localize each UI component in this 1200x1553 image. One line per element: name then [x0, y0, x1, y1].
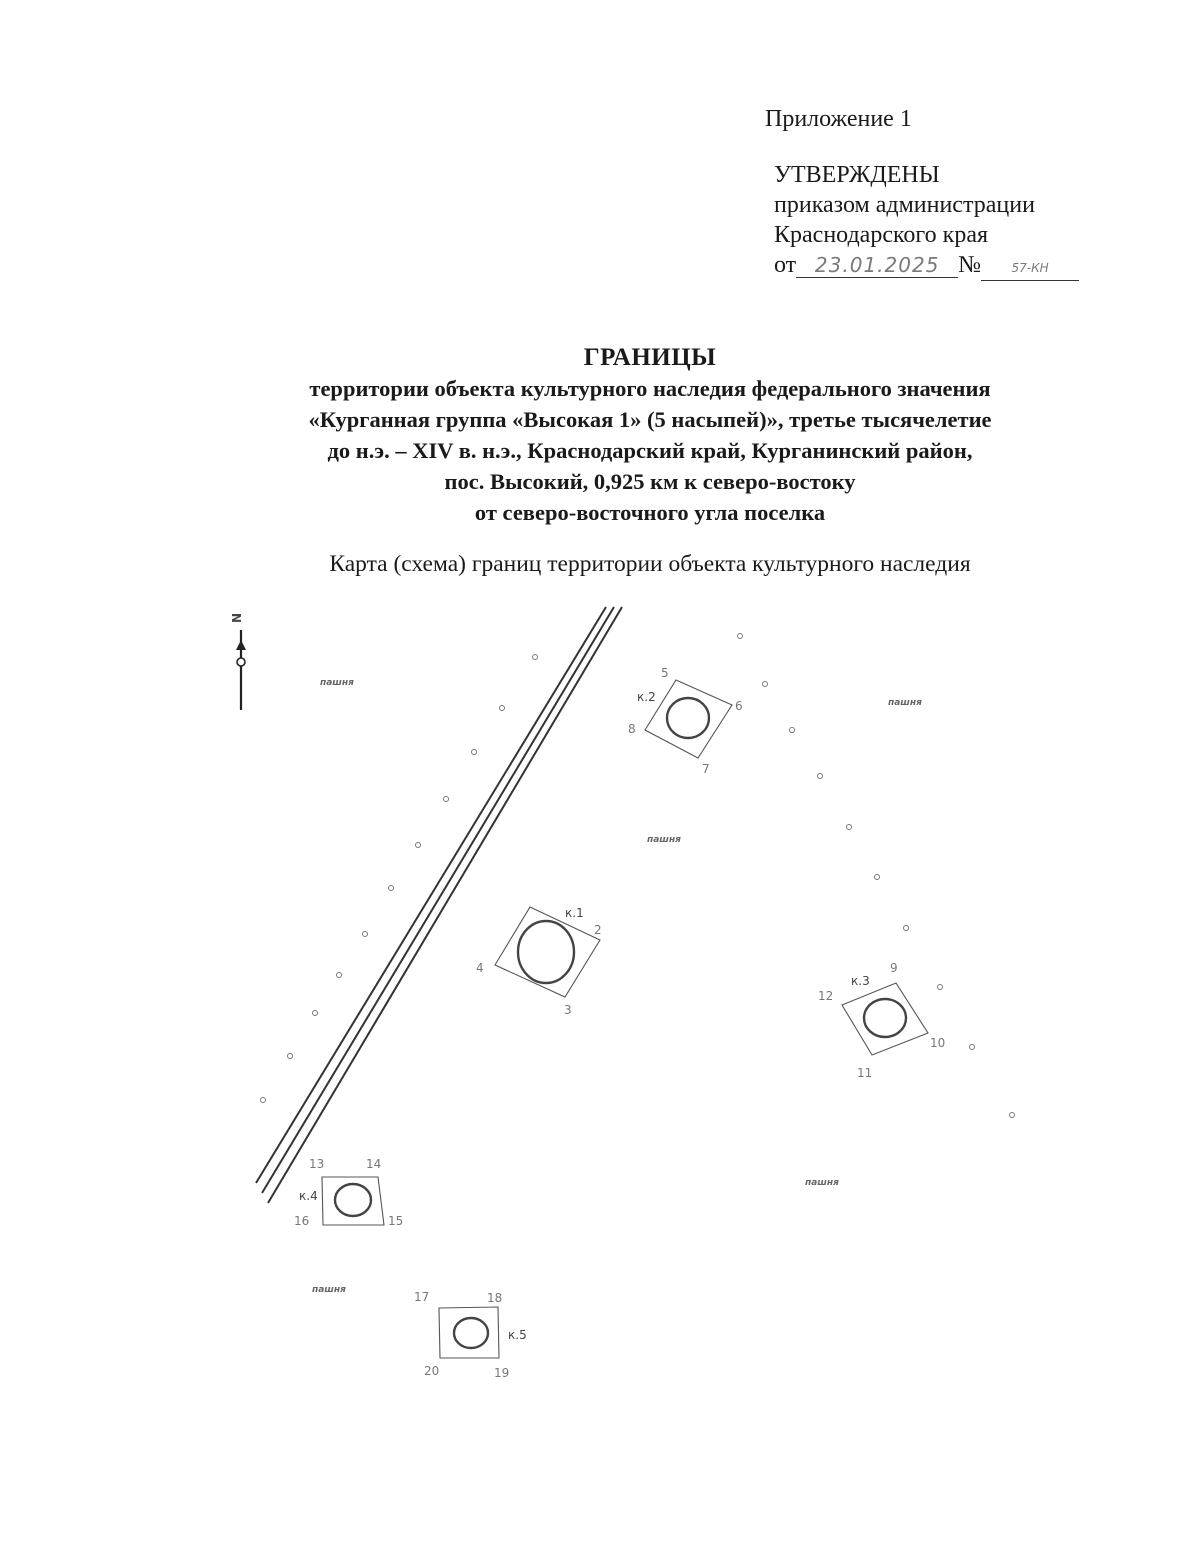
point-number: 6 — [735, 699, 743, 713]
point-number: 7 — [702, 762, 710, 776]
handwritten-date: 23.01.2025 — [796, 253, 958, 278]
point-number: 10 — [930, 1036, 946, 1050]
mound-2 — [628, 666, 743, 776]
mound-label: к.4 — [299, 1189, 318, 1203]
mound-4 — [294, 1157, 403, 1228]
point-number: 19 — [494, 1366, 510, 1380]
approved-region-line: Краснодарского края — [774, 222, 989, 248]
map-caption: Карта (схема) границ территории объекта культурного наследия — [329, 551, 971, 577]
point-number: 17 — [414, 1290, 430, 1304]
north-arrow-icon — [230, 613, 246, 710]
point-number: 12 — [818, 989, 834, 1003]
mound-3 — [818, 961, 945, 1080]
title-line-2: «Курганная группа «Высокая 1» (5 насыпей)», третье тысячелетие — [308, 407, 992, 432]
mound-1 — [476, 906, 602, 1017]
point-number: 16 — [294, 1214, 310, 1228]
title-line-4: пос. Высокий, 0,925 км к северо-востоку — [444, 469, 856, 494]
field-label: пашня — [312, 1285, 346, 1295]
point-number: 9 — [890, 961, 898, 975]
mound-5 — [414, 1290, 527, 1380]
mound-label: к.2 — [637, 690, 656, 704]
appendix-label: Приложение 1 — [765, 106, 912, 132]
mound-label: к.1 — [565, 906, 584, 920]
field-label: пашня — [888, 698, 922, 708]
title-line-3: до н.э. – XIV в. н.э., Краснодарский край, Курганинский район, — [327, 438, 973, 463]
field-label: пашня — [647, 835, 681, 845]
title-line-5: от северо-восточного угла поселка — [474, 500, 826, 525]
road — [256, 607, 622, 1203]
point-number: 20 — [424, 1364, 440, 1378]
field-label: пашня — [805, 1178, 839, 1188]
field-label: пашня — [320, 678, 354, 688]
number-prefix: № — [958, 252, 982, 278]
point-number: 13 — [309, 1157, 325, 1171]
point-number: 8 — [628, 722, 636, 736]
title-line-1: территории объекта культурного наследия федерального значения — [309, 376, 991, 401]
point-number: 5 — [661, 666, 669, 680]
approved-heading: УТВЕРЖДЕНЫ — [774, 162, 940, 188]
point-number: 2 — [594, 923, 602, 937]
point-number: 11 — [857, 1066, 873, 1080]
date-prefix: от — [774, 252, 797, 278]
north-label: N — [230, 612, 244, 623]
point-number: 15 — [388, 1214, 404, 1228]
point-number: 18 — [487, 1291, 503, 1305]
handwritten-number: 57-КН — [981, 256, 1079, 281]
approved-by-line: приказом администрации — [774, 192, 1035, 218]
point-number: 4 — [476, 961, 484, 975]
point-number: 3 — [564, 1003, 572, 1017]
title-heading: ГРАНИЦЫ — [583, 344, 717, 371]
mound-label: к.3 — [851, 974, 870, 988]
point-number: 14 — [366, 1157, 382, 1171]
mound-label: к.5 — [508, 1328, 527, 1342]
